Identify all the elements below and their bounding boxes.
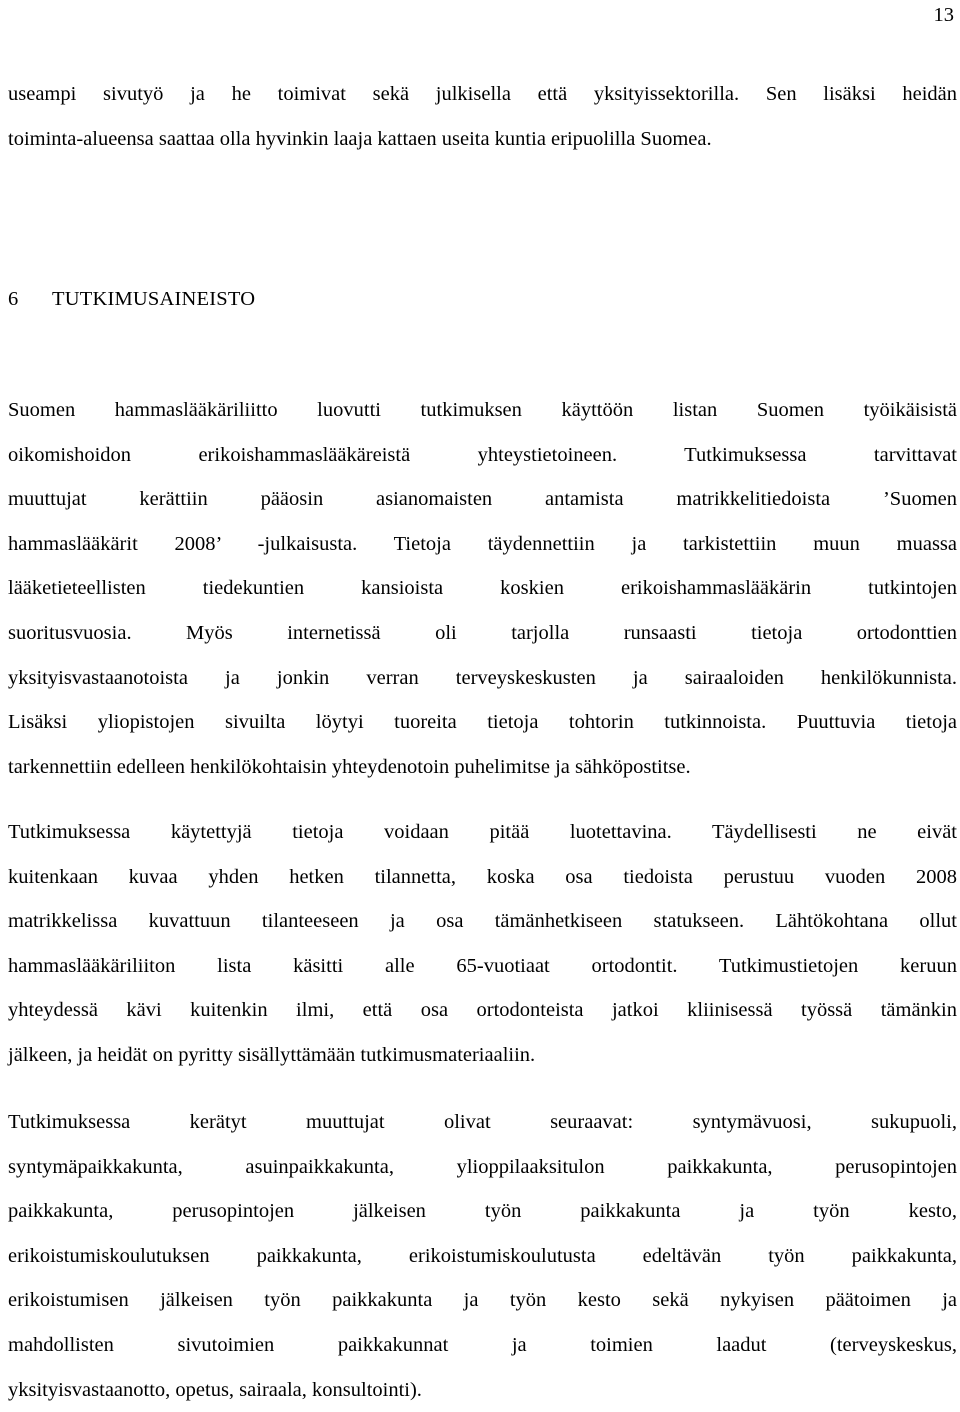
text-line: syntymäpaikkakunta, asuinpaikkakunta, ylioppilaaksitulon paikkakunta, perusopintojen	[8, 1155, 957, 1178]
text-line: Lisäksi yliopistojen sivuilta löytyi tuoreita tietoja tohtorin tutkinnoista. Puuttuvia tietoja	[8, 711, 957, 734]
section-title: TUTKIMUSAINEISTO	[52, 288, 256, 310]
text-line: tarkennettiin edelleen henkilökohtaisin yhteydenotoin puhelimitse ja sähköpostitse.	[8, 755, 691, 778]
text-line: mahdollisten sivutoimien paikkakunnat ja toimien laadut (terveyskeskus,	[8, 1333, 957, 1356]
text-line: muuttujat kerättiin pääosin asianomaisten antamista matrikkelitiedoista ’Suomen	[8, 488, 957, 511]
intro-paragraph	[8, 72, 957, 161]
text-line: hammaslääkärit 2008’ -julkaisusta. Tietoja täydennettiin ja tarkistettiin muun muassa	[8, 532, 957, 555]
text-line: matrikkelissa kuvattuun tilanteeseen ja osa tämänhetkiseen statukseen. Lähtökohtana ollut	[8, 910, 957, 933]
text-line: Tutkimuksessa kerätyt muuttujat olivat seuraavat: syntymävuosi, sukupuoli,	[8, 1111, 957, 1133]
text-line: yksityisvastaanotto, opetus, sairaala, konsultointi).	[8, 1378, 422, 1401]
text-line: erikoistumiskoulutuksen paikkakunta, erikoistumiskoulutusta edeltävän työn paikkakunta,	[8, 1244, 957, 1267]
text-line: Tutkimuksessa käytettyjä tietoja voidaan pitää luotettavina. Täydellisesti ne eivät	[8, 821, 957, 843]
text-line: toiminta-alueensa saattaa olla hyvinkin laaja kattaen useita kuntia eripuolilla Suomea.	[8, 127, 712, 150]
text-line: yksityisvastaanotoista ja jonkin verran terveyskeskusten ja sairaaloiden henkilökunnista.	[8, 666, 957, 689]
page-number: 13	[933, 4, 954, 26]
text-line: lääketieteellisten tiedekuntien kansioista koskien erikoishammaslääkärin tutkintojen	[8, 577, 957, 600]
text-line: oikomishoidon erikoishammaslääkäreistä yhteystietoineen. Tutkimuksessa tarvittavat	[8, 443, 957, 466]
text-line: yhteydessä kävi kuitenkin ilmi, että osa ortodonteista jatkoi kliinisessä työssä tämänkin	[8, 999, 957, 1022]
paragraph-data-source	[8, 388, 957, 789]
text-line: jälkeen, ja heidät on pyritty sisällyttämään tutkimusmateriaaliin.	[8, 1043, 536, 1066]
paragraph-reliability	[8, 810, 957, 1078]
text-line: Suomen hammaslääkäriliitto luovutti tutkimuksen käyttöön listan Suomen työikäisistä	[8, 399, 957, 421]
text-line: erikoistumisen jälkeisen työn paikkakunta ja työn kesto sekä nykyisen päätoimen ja	[8, 1289, 957, 1312]
section-heading	[8, 284, 255, 314]
text-line: hammaslääkäriliiton lista käsitti alle 65-vuotiaat ortodontit. Tutkimustietojen keruun	[8, 954, 957, 977]
text-line: useampi sivutyö ja he toimivat sekä julkisella että yksityissektorilla. Sen lisäksi heidän	[8, 83, 957, 105]
text-line: suoritusvuosia. Myös internetissä oli tarjolla runsaasti tietoja ortodonttien	[8, 621, 957, 644]
paragraph-variables	[8, 1100, 957, 1412]
text-line: kuitenkaan kuvaa yhden hetken tilannetta, koska osa tiedoista perustuu vuoden 2008	[8, 865, 957, 888]
text-line: paikkakunta, perusopintojen jälkeisen työn paikkakunta ja työn kesto,	[8, 1200, 957, 1223]
section-number: 6	[8, 288, 19, 310]
